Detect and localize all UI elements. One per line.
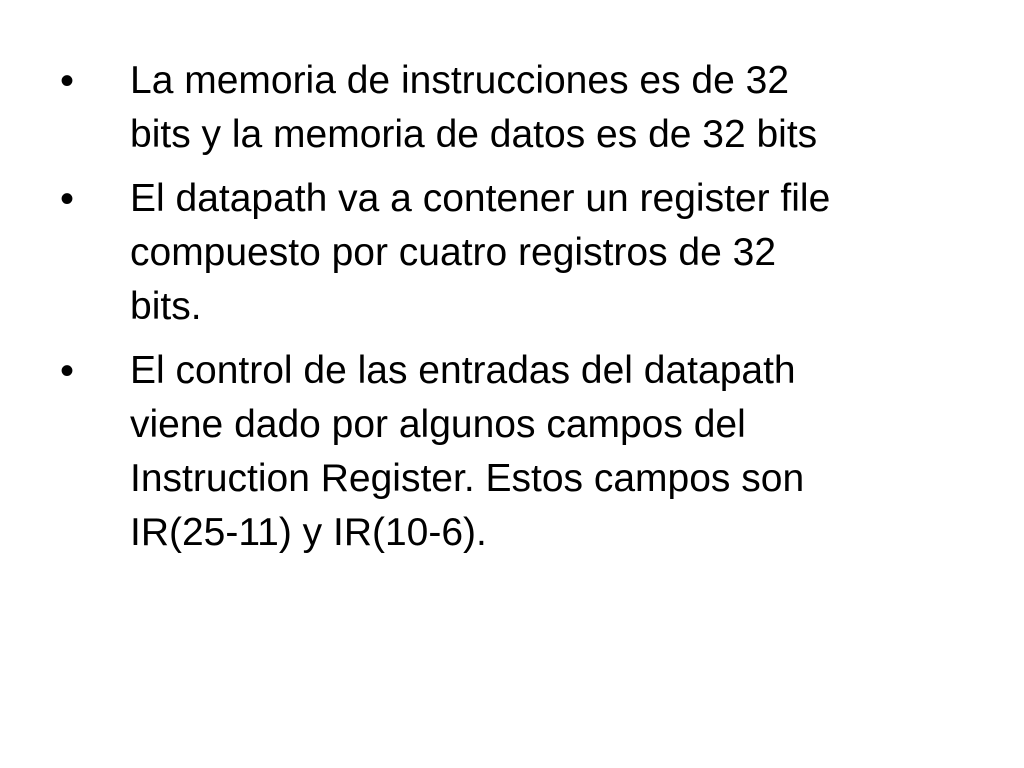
bullet-text: El datapath va a contener un register file compuesto por cuatro registros de 32 bits. (130, 177, 831, 328)
bullet-item-3 (60, 344, 990, 560)
bullet-marker: • (60, 177, 75, 221)
bullet-text: El control de las entradas del datapath viene dado por algunos campos del Instruction Register. Estos campos son IR(25-11) y IR(10-6). (130, 349, 805, 554)
bullet-text: La memoria de instrucciones es de 32 bits y la memoria de datos es de 32 bits (130, 59, 818, 156)
bullet-marker: • (60, 59, 75, 103)
bullet-marker: • (60, 349, 75, 393)
bullet-list (60, 54, 990, 570)
bullet-item-2 (60, 172, 990, 334)
bullet-item-1 (60, 54, 990, 162)
